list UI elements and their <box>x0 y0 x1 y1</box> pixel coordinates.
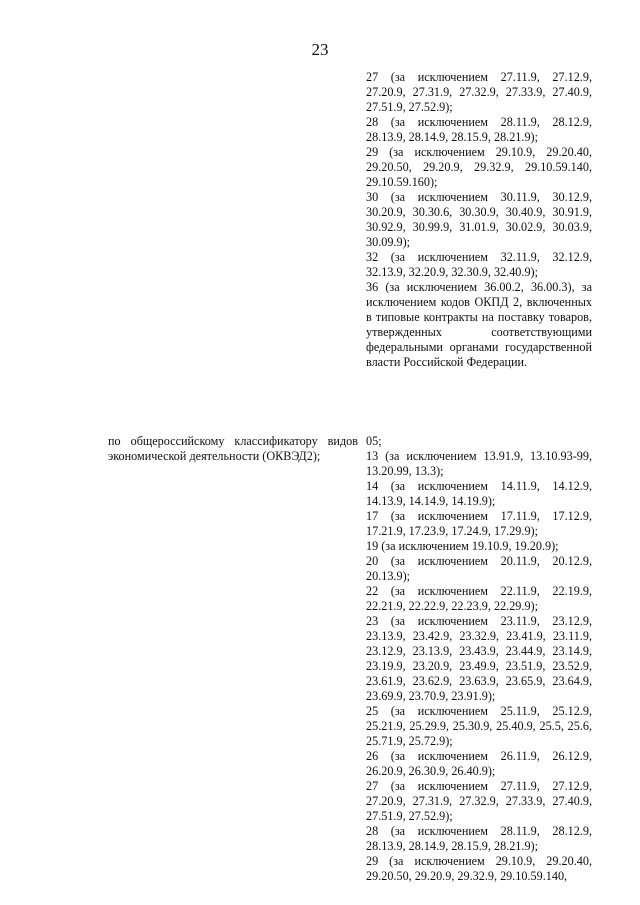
okved2-label: по общероссийскому классификатору видов экономической деятельности (ОКВЭД2); <box>108 434 358 463</box>
list-item: 20 (за исключением 20.11.9, 20.12.9, 20.13.9); <box>366 554 592 583</box>
list-item: 19 (за исключением 19.10.9, 19.20.9); <box>366 539 559 553</box>
page-number: 23 <box>311 40 329 59</box>
list-item: 29 (за исключением 29.10.9, 29.20.40, 29.20.50, 29.20.9, 29.32.9, 29.10.59.140, 29.10.59.160); <box>366 145 592 189</box>
list-item: 32 (за исключением 32.11.9, 32.12.9, 32.13.9, 32.20.9, 32.30.9, 32.40.9); <box>366 250 592 279</box>
list-item: 05; <box>366 434 382 448</box>
list-item: 14 (за исключением 14.11.9, 14.12.9, 14.13.9, 14.14.9, 14.19.9); <box>366 479 592 508</box>
list-item: 26 (за исключением 26.11.9, 26.12.9, 26.20.9, 26.30.9, 26.40.9); <box>366 749 592 778</box>
list-item: 13 (за исключением 13.91.9, 13.10.93-99, 13.20.99, 13.3); <box>366 449 592 478</box>
classification-list-okpd <box>366 70 592 370</box>
classification-list-okved2 <box>366 434 592 884</box>
list-item: 29 (за исключением 29.10.9, 29.20.40, 29.20.50, 29.20.9, 29.32.9, 29.10.59.140, <box>366 854 592 883</box>
list-item: 17 (за исключением 17.11.9, 17.12.9, 17.21.9, 17.23.9, 17.24.9, 17.29.9); <box>366 509 592 538</box>
list-item: 28 (за исключением 28.11.9, 28.12.9, 28.13.9, 28.14.9, 28.15.9, 28.21.9); <box>366 115 592 144</box>
list-item: 22 (за исключением 22.11.9, 22.19.9, 22.21.9, 22.22.9, 22.23.9, 22.29.9); <box>366 584 592 613</box>
list-item: 36 (за исключением 36.00.2, 36.00.3), за исключением кодов ОКПД 2, включенных в типовые контракты на поставку товаров, утвержденных соответствующими федеральными органами государственной власти Российской Федерации. <box>366 280 592 369</box>
list-item: 23 (за исключением 23.11.9, 23.12.9, 23.13.9, 23.42.9, 23.32.9, 23.41.9, 23.11.9, 23.12.9, 23.13.9, 23.43.9, 23.44.9, 23.14.9, 23.19.9, 23.20.9, 23.49.9, 23.51.9, 23.52.9, 23.61.9, 23.62.9, 23.63.9, 23.65.9, 23.64.9, 23.69.9, 23.70.9, 23.91.9); <box>366 614 592 703</box>
list-item: 28 (за исключением 28.11.9, 28.12.9, 28.13.9, 28.14.9, 28.15.9, 28.21.9); <box>366 824 592 853</box>
list-item: 27 (за исключением 27.11.9, 27.12.9, 27.20.9, 27.31.9, 27.32.9, 27.33.9, 27.40.9, 27.51.9, 27.52.9); <box>366 779 592 823</box>
list-item: 25 (за исключением 25.11.9, 25.12.9, 25.21.9, 25.29.9, 25.30.9, 25.40.9, 25.5, 25.6, 25.71.9, 25.72.9); <box>366 704 592 748</box>
list-item: 27 (за исключением 27.11.9, 27.12.9, 27.20.9, 27.31.9, 27.32.9, 27.33.9, 27.40.9, 27.51.9, 27.52.9); <box>366 70 592 114</box>
list-item: 30 (за исключением 30.11.9, 30.12.9, 30.20.9, 30.30.6, 30.30.9, 30.40.9, 30.91.9, 30.92.9, 30.99.9, 31.01.9, 30.02.9, 30.03.9, 30.09.9); <box>366 190 592 249</box>
